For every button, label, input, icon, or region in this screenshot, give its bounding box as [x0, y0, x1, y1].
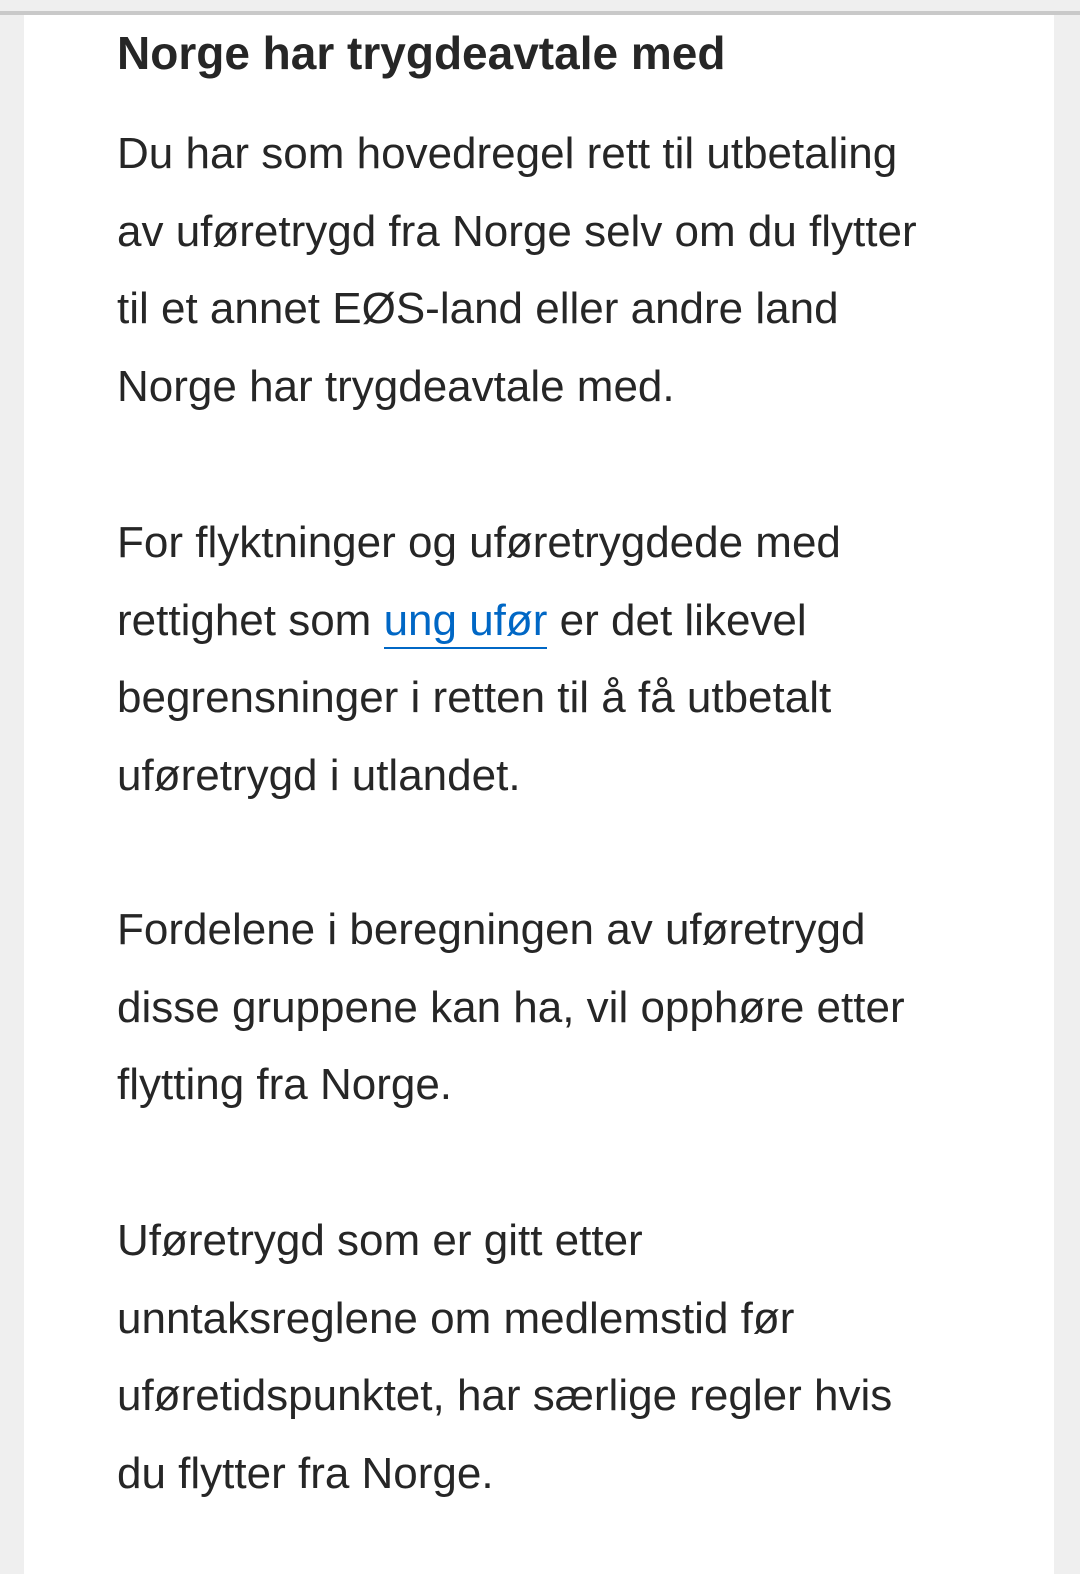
- paragraph-line: uføretrygd i utlandet.: [117, 750, 521, 800]
- text-before-link: rettighet som: [117, 595, 384, 645]
- paragraph-line: til et annet EØS-land eller andre land: [117, 284, 839, 333]
- paragraph-line: av uføretrygd fra Norge selv om du flytter: [117, 206, 917, 256]
- paragraph-line: du flytter fra Norge.: [117, 1448, 494, 1498]
- text-after-link: er det likevel: [547, 595, 807, 645]
- paragraph-line: disse gruppene kan ha, vil opphøre etter: [117, 982, 905, 1032]
- article-card: [24, 15, 1054, 1574]
- section-heading: Norge har trygdeavtale med: [117, 27, 726, 79]
- paragraph-line: Uføretrygd som er gitt etter: [117, 1216, 643, 1265]
- paragraph-benefits: [117, 891, 1017, 1124]
- paragraph-line: unntaksreglene om medlemstid før: [117, 1293, 795, 1343]
- paragraph-eos-rights: [117, 115, 1017, 425]
- ung-ufor-link[interactable]: ung ufør: [384, 596, 548, 649]
- paragraph-line: [117, 582, 1017, 660]
- paragraph-line: begrensninger i retten til å få utbetalt: [117, 673, 832, 722]
- paragraph-line: Du har som hovedregel rett til utbetaling: [117, 129, 898, 178]
- paragraph-exceptions: [117, 1202, 1017, 1512]
- paragraph-line: Norge har trygdeavtale med.: [117, 361, 675, 411]
- paragraph-refugees: [117, 504, 1017, 814]
- paragraph-line: For flyktninger og uføretrygdede med: [117, 518, 841, 567]
- paragraph-line: uføretidspunktet, har særlige regler hvis: [117, 1371, 893, 1420]
- paragraph-line: Fordelene i beregningen av uføretrygd: [117, 905, 866, 954]
- paragraph-line: flytting fra Norge.: [117, 1060, 453, 1109]
